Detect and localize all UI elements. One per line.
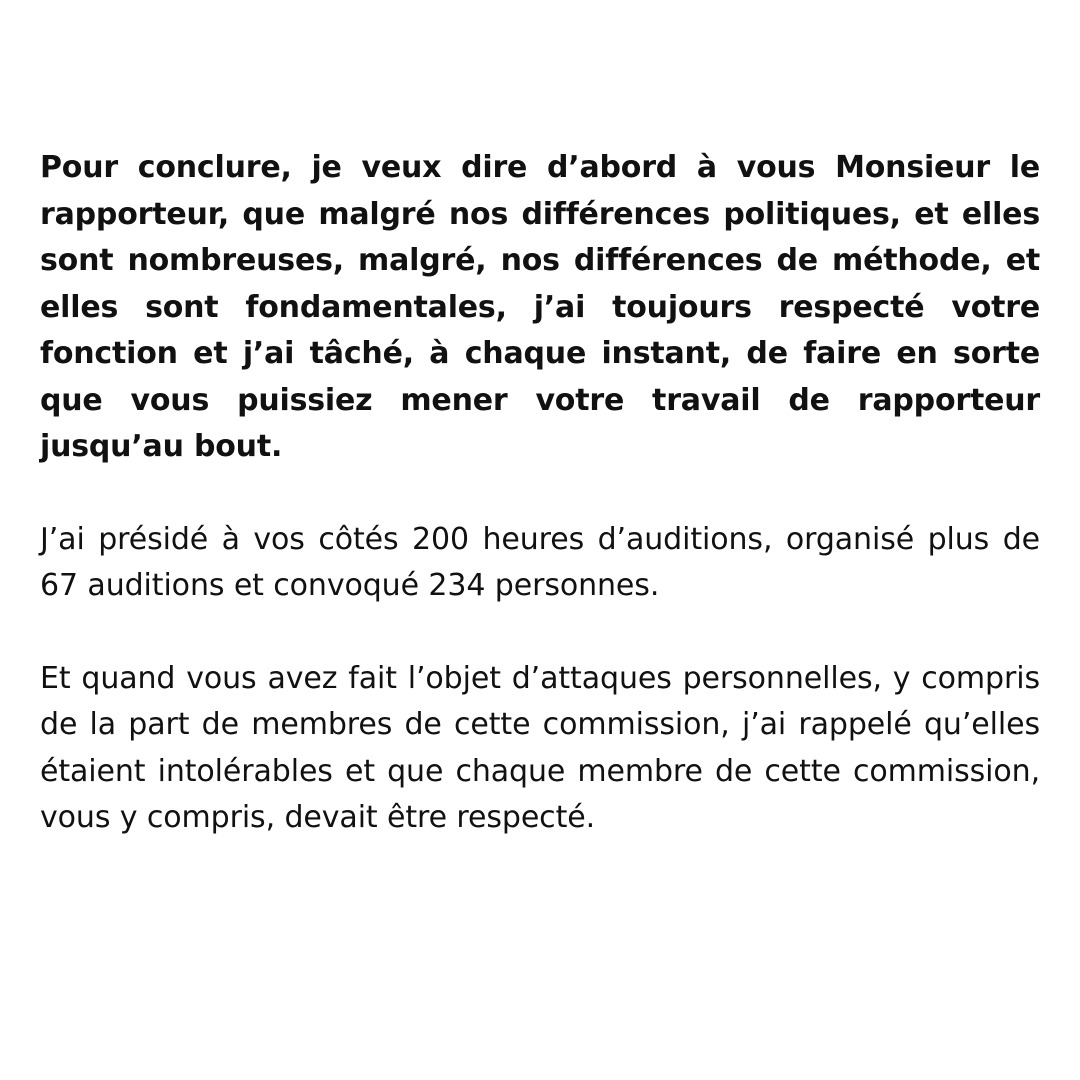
paragraph-auditions: J’ai présidé à vos côtés 200 heures d’auditions, organisé plus de 67 auditions et convoqué 234 personnes. (40, 521, 1040, 603)
document-body (40, 145, 1040, 888)
paragraph-attacks: Et quand vous avez fait l’objet d’attaques personnelles, y compris de la part de membres de cette commission, j’ai rappelé qu’elles étaient intolérables et que chaque membre de cette commission, vous y compris, devait être respecté. (40, 660, 1040, 835)
paragraph-conclusion: Pour conclure, je veux dire d’abord à vous Monsieur le rapporteur, que malgré nos différences politiques, et elles sont nombreuses, malgré, nos différences de méthode, et elles sont fondamentales, j’ai toujours respecté votre fonction et j’ai tâché, à chaque instant, de faire en sorte que vous puissiez mener votre travail de rapporteur jusqu’au bout. (40, 150, 1040, 464)
